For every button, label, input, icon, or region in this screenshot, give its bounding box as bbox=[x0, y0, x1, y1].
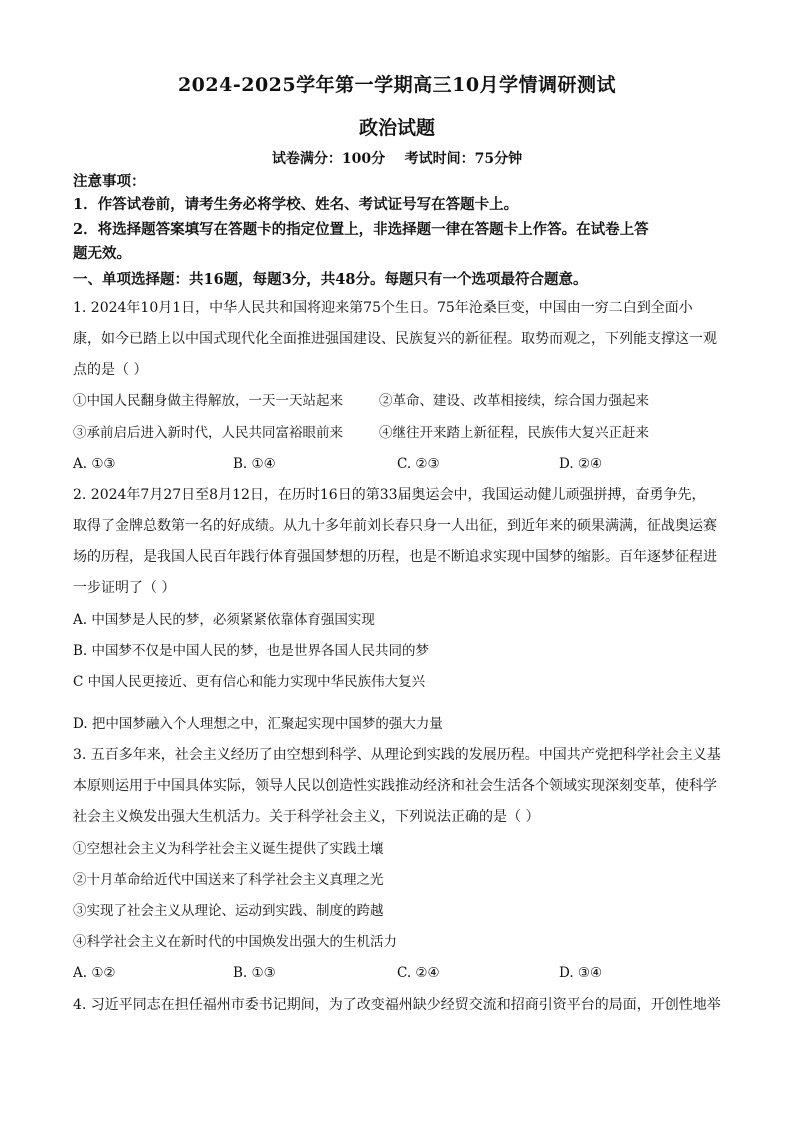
q3-option-d: D. ③④ bbox=[559, 965, 603, 981]
notice-item-2-line-2: 题无效。 bbox=[73, 245, 131, 262]
q1-statement-2: ②革命、建设、改革相接续，综合国力强起来 bbox=[379, 393, 649, 409]
q3-stem-line-1: 3. 五百多年来，社会主义经历了由空想到科学、从理论到实践的发展历程。中国共产党把科学社会主义基 bbox=[73, 747, 721, 763]
q4-stem-line-1: 4. 习近平同志在担任福州市委书记期间，为了改变福州缺少经贸交流和招商引资平台的局面，开创性地举 bbox=[73, 997, 721, 1013]
q2-stem-line-2: 取得了金牌总数第一名的好成绩。从九十多年前刘长春只身一人出征，到近年来的硕果满满，征战奥运赛 bbox=[73, 518, 717, 534]
q3-statement-4: ④科学社会主义在新时代的中国焕发出强大的生机活力 bbox=[73, 934, 397, 950]
notice-item-1: 1．作答试卷前，请考生务必将学校、姓名、考试证号写在答题卡上。 bbox=[73, 196, 519, 213]
q1-statement-1: ①中国人民翻身做主得解放，一天一天站起来 bbox=[73, 393, 343, 409]
exam-subject: 政治试题 bbox=[358, 117, 435, 139]
q1-stem-line-1: 1. 2024年10月1日，中华人民共和国将迎来第75个生日。75年沧桑巨变，中国由一穷二白到全面小 bbox=[73, 300, 693, 316]
exam-title: 2024-2025学年第一学期高三10月学情调研测试 bbox=[177, 74, 617, 96]
q1-statement-4: ④继往开来踏上新征程，民族伟大复兴正赶来 bbox=[379, 425, 649, 441]
q1-option-b: B. ①④ bbox=[233, 456, 276, 472]
q3-statement-1: ①空想社会主义为科学社会主义诞生提供了实践土壤 bbox=[73, 841, 384, 857]
q1-statement-3: ③承前启后进入新时代，人民共同富裕眼前来 bbox=[73, 425, 343, 441]
q3-option-b: B. ①③ bbox=[233, 965, 276, 981]
q2-stem-line-3: 场的历程，是我国人民百年践行体育强国梦想的历程，也是不断追求实现中国梦的缩影。百年逐梦征程进 bbox=[73, 549, 717, 565]
q2-option-b: B. 中国梦不仅是中国人民的梦，也是世界各国人民共同的梦 bbox=[73, 643, 430, 659]
q1-option-a: A. ①③ bbox=[73, 456, 116, 472]
q3-option-a: A. ①② bbox=[73, 965, 116, 981]
q1-stem-line-2: 康，如今已踏上以中国式现代化全面推进强国建设、民族复兴的新征程。取势而观之，下列能支撑这一观 bbox=[73, 331, 717, 347]
q3-stem-line-2: 本原则运用于中国具体实际，领导人民以创造性实践推动经济和社会生活各个领域实现深刻变革，使科学 bbox=[73, 778, 717, 794]
q1-stem-line-3: 点的是（ ） bbox=[73, 362, 148, 378]
q2-stem-line-1: 2. 2024年7月27日至8月12日，在历时16日的第33届奥运会中，我国运动健儿顽强拼搏，奋勇争先， bbox=[73, 487, 706, 503]
q1-option-c: C. ②③ bbox=[397, 456, 440, 472]
q2-stem-line-4: 一步证明了（ ） bbox=[73, 580, 176, 596]
section-1-heading: 一、单项选择题：共16题，每题3分，共48分。每题只有一个选项最符合题意。 bbox=[73, 271, 588, 288]
q3-stem-line-3: 社会主义焕发出强大生机活力。关于科学社会主义，下列说法正确的是（ ） bbox=[73, 809, 540, 825]
q2-option-a: A. 中国梦是人民的梦，必须紧紧依靠体育强国实现 bbox=[73, 612, 375, 628]
exam-info: 试卷满分：100分 考试时间：75分钟 bbox=[271, 151, 523, 167]
q1-option-d: D. ②④ bbox=[559, 456, 603, 472]
q3-statement-2: ②十月革命给近代中国送来了科学社会主义真理之光 bbox=[73, 872, 384, 888]
notice-heading: 注意事项： bbox=[73, 173, 146, 190]
q2-option-d: D. 把中国梦融入个人理想之中，汇聚起实现中国梦的强大力量 bbox=[73, 716, 443, 732]
notice-item-2-line-1: 2．将选择题答案填写在答题卡的指定位置上，非选择题一律在答题卡上作答。在试卷上答 bbox=[73, 221, 649, 238]
q3-option-c: C. ②④ bbox=[397, 965, 440, 981]
q3-statement-3: ③实现了社会主义从理论、运动到实践、制度的跨越 bbox=[73, 903, 384, 919]
q2-option-c: C 中国人民更接近、更有信心和能力实现中华民族伟大复兴 bbox=[73, 674, 426, 690]
